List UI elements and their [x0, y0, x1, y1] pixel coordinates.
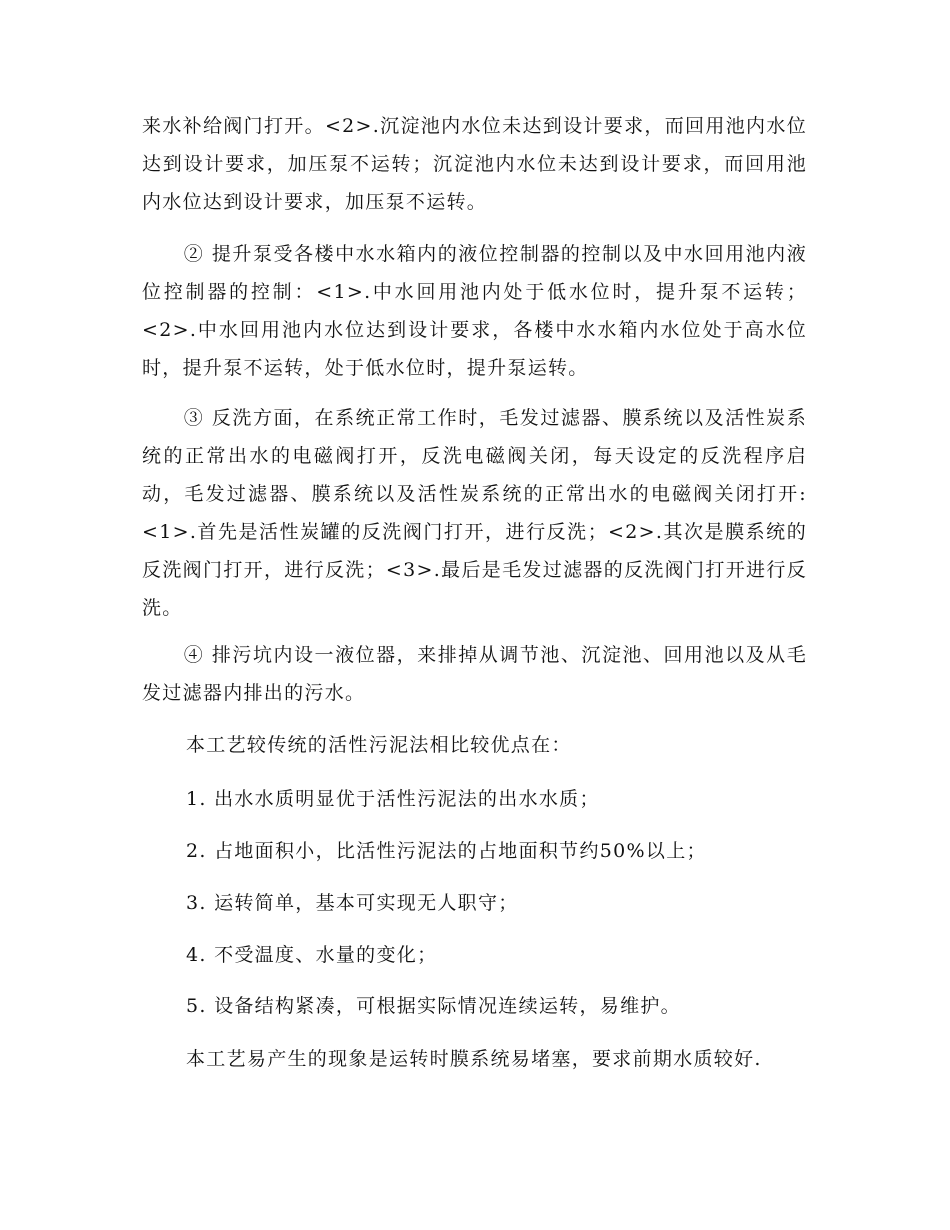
list-item: 2. 占地面积小，比活性污泥法的占地面积节约50%以上；	[186, 840, 707, 862]
list-item: 3. 运转简单，基本可实现无人职守；	[186, 892, 519, 914]
paragraph-valve-continuation: 来水补给阀门打开。<2>.沉淀池内水位未达到设计要求，而回用池内水位达到设计要求，加压泵不运转；沉淀池内水位未达到设计要求，而回用池内水位达到设计要求，加压泵不运转。	[142, 115, 807, 213]
paragraph-backwash: ③ 反洗方面，在系统正常工作时，毛发过滤器、膜系统以及活性炭系统的正常出水的电磁阀打开，反洗电磁阀关闭，每天设定的反洗程序启动，毛发过滤器、膜系统以及活性炭系统的正常出水的电磁阀关闭打开:<1>.首先是活性炭罐的反洗阀门打开，进行反洗；<2>.其次是膜系统的反洗阀门打开，进行反洗；<3>.最后是毛发过滤器的反洗阀门打开进行反洗。	[142, 407, 807, 619]
advantages-intro: 本工艺较传统的活性污泥法相比较优点在：	[186, 734, 572, 756]
list-item: 5. 设备结构紧凑，可根据实际情况连续运转，易维护。	[186, 995, 681, 1017]
list-item: 4. 不受温度、水量的变化；	[186, 944, 438, 966]
paragraph-drawback: 本工艺易产生的现象是运转时膜系统易堵塞，要求前期水质较好.	[186, 1048, 762, 1070]
paragraph-lift-pump: ② 提升泵受各楼中水水箱内的液位控制器的控制以及中水回用池内液位控制器的控制：<1>.中水回用池内处于低水位时，提升泵不运转；<2>.中水回用池内水位达到设计要求，各楼中水水箱内水位处于高水位时，提升泵不运转，处于低水位时，提升泵运转。	[142, 243, 807, 379]
paragraph-drain-pit: ④ 排污坑内设一液位器，来排掉从调节池、沉淀池、回用池以及从毛发过滤器内排出的污水。	[142, 644, 807, 704]
list-item: 1. 出水水质明显优于活性污泥法的出水水质；	[186, 788, 600, 810]
